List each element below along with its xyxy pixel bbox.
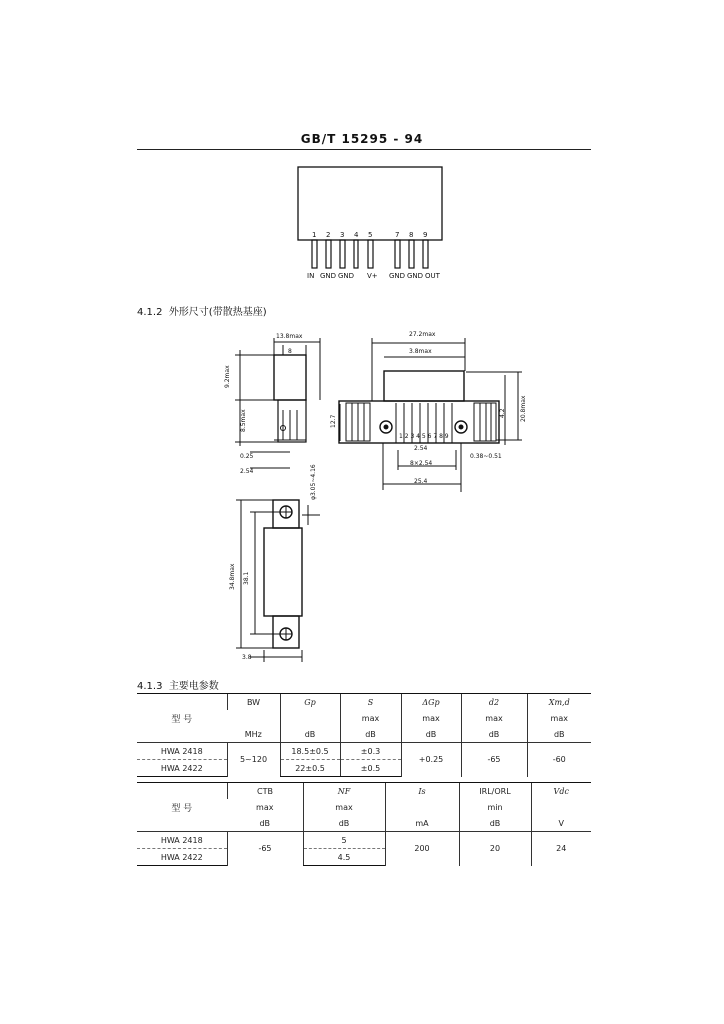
col-sub: max xyxy=(401,710,461,726)
col-header: BW xyxy=(227,694,280,711)
dim-label: 38.1 xyxy=(243,571,250,585)
section-412-heading xyxy=(137,303,267,318)
col-sub: max xyxy=(461,710,527,726)
dim-label: 8.5max xyxy=(240,409,247,432)
dim-label: 2.54 xyxy=(414,445,428,452)
gp-value: 22±0.5 xyxy=(280,760,340,777)
dim-label: 13.8max xyxy=(276,333,303,340)
col-unit: dB xyxy=(280,726,340,743)
model-cell: HWA 2418 xyxy=(137,832,227,849)
pin-label: V+ xyxy=(367,272,378,280)
vdc-value: 24 xyxy=(531,832,591,866)
header-rule xyxy=(137,149,591,150)
pin-label: GND xyxy=(338,272,355,280)
col-header: d2 xyxy=(461,694,527,711)
pin-9 xyxy=(423,240,428,268)
pin-8 xyxy=(409,240,414,268)
dim-label: 3.8 xyxy=(242,654,252,661)
col-unit: dB xyxy=(340,726,401,743)
section-title: 外形尺寸(带散热基座) xyxy=(168,307,267,318)
col-unit: dB xyxy=(459,815,531,832)
pin-4 xyxy=(354,240,358,268)
dim-label: 0.38~0.51 xyxy=(470,453,502,460)
dim-label: 12.7 xyxy=(330,414,337,428)
dgp-value: +0.25 xyxy=(401,743,461,777)
col-unit: dB xyxy=(303,815,385,832)
params-table-2 xyxy=(137,782,591,866)
pin-7 xyxy=(395,240,400,268)
col-unit: MHz xyxy=(244,729,262,739)
pin-label: IN xyxy=(307,272,315,280)
nf-value: 4.5 xyxy=(303,849,385,866)
pin-number: 3 xyxy=(340,231,345,239)
bw-value: 5~120 xyxy=(227,743,280,777)
front-view-drawing xyxy=(339,338,522,492)
pin-label: GND xyxy=(320,272,337,280)
col-sub: max xyxy=(256,802,274,812)
xm-value: -60 xyxy=(527,743,591,777)
col-header: Gp xyxy=(280,694,340,711)
dim-label: 0.25 xyxy=(240,453,254,460)
module-body xyxy=(298,167,442,240)
col-header: IRL/ORL xyxy=(459,783,531,800)
dim-label: 20.8max xyxy=(520,395,527,422)
col-sub: max xyxy=(527,710,591,726)
pin-number: 5 xyxy=(368,231,373,239)
nf-value: 5 xyxy=(303,832,385,849)
pin-number: 1 xyxy=(312,231,317,239)
col-header: Is xyxy=(385,783,459,800)
col-unit: dB xyxy=(401,726,461,743)
section-title: 主要电参数 xyxy=(168,681,219,692)
pin-label: OUT xyxy=(425,272,440,280)
col-header: S xyxy=(340,694,401,711)
dim-label: 8×2.54 xyxy=(410,460,433,467)
col-sub: max xyxy=(303,799,385,815)
pin-number: 4 xyxy=(354,231,359,239)
pin-label: GND xyxy=(407,272,424,280)
col-unit: dB xyxy=(259,818,271,828)
d2-value: -65 xyxy=(461,743,527,777)
pin-number: 2 xyxy=(326,231,331,239)
col-header: Xm,d xyxy=(527,694,591,711)
section-number: 4.1.2 xyxy=(137,307,163,318)
model-header: 型 号 xyxy=(137,783,227,832)
pin-sequence: 1 2 3 4 5 6 7 8 9 xyxy=(399,433,449,440)
page-header: GB/T 15295 - 94 xyxy=(300,132,424,146)
col-header: NF xyxy=(303,783,385,800)
section-number: 4.1.3 xyxy=(137,681,163,692)
section-413-heading xyxy=(137,677,219,692)
dim-label: 4.2 xyxy=(499,408,506,418)
pin-2 xyxy=(326,240,331,268)
side-view-drawing xyxy=(235,338,320,468)
pin-3 xyxy=(340,240,345,268)
col-unit: dB xyxy=(461,726,527,743)
pin-number: 7 xyxy=(395,231,400,239)
s-value: ±0.3 xyxy=(340,743,401,760)
model-header: 型 号 xyxy=(137,694,227,743)
dim-label: 8 xyxy=(288,348,292,355)
model-cell: HWA 2422 xyxy=(137,849,227,866)
col-sub: min xyxy=(459,799,531,815)
col-header: ΔGp xyxy=(401,694,461,711)
pin-number: 8 xyxy=(409,231,414,239)
is-value: 200 xyxy=(385,832,459,866)
col-unit: dB xyxy=(527,726,591,743)
dim-label: 25.4 xyxy=(414,478,428,485)
params-table-1 xyxy=(137,693,591,777)
pin-1 xyxy=(312,240,317,268)
dim-label: φ3.05~4.16 xyxy=(310,464,317,500)
col-header: CTB xyxy=(227,783,303,800)
pin-label: GND xyxy=(389,272,406,280)
model-cell: HWA 2422 xyxy=(137,760,227,777)
dim-label: 2.54 xyxy=(240,468,254,475)
pin-5 xyxy=(368,240,373,268)
col-sub: max xyxy=(340,710,401,726)
gp-value: 18.5±0.5 xyxy=(280,743,340,760)
dim-label: 27.2max xyxy=(409,331,436,338)
col-header: Vdc xyxy=(531,783,591,800)
model-cell: HWA 2418 xyxy=(137,743,227,760)
s-value: ±0.5 xyxy=(340,760,401,777)
col-unit: mA xyxy=(385,815,459,832)
col-unit: V xyxy=(531,815,591,832)
dim-label: 3.8max xyxy=(409,348,432,355)
irl-value: 20 xyxy=(459,832,531,866)
ctb-value: -65 xyxy=(227,832,303,866)
pin-diagram xyxy=(298,167,442,268)
dim-label: 34.8max xyxy=(229,563,236,590)
dim-label: 9.2max xyxy=(224,365,231,388)
pin-number: 9 xyxy=(423,231,428,239)
